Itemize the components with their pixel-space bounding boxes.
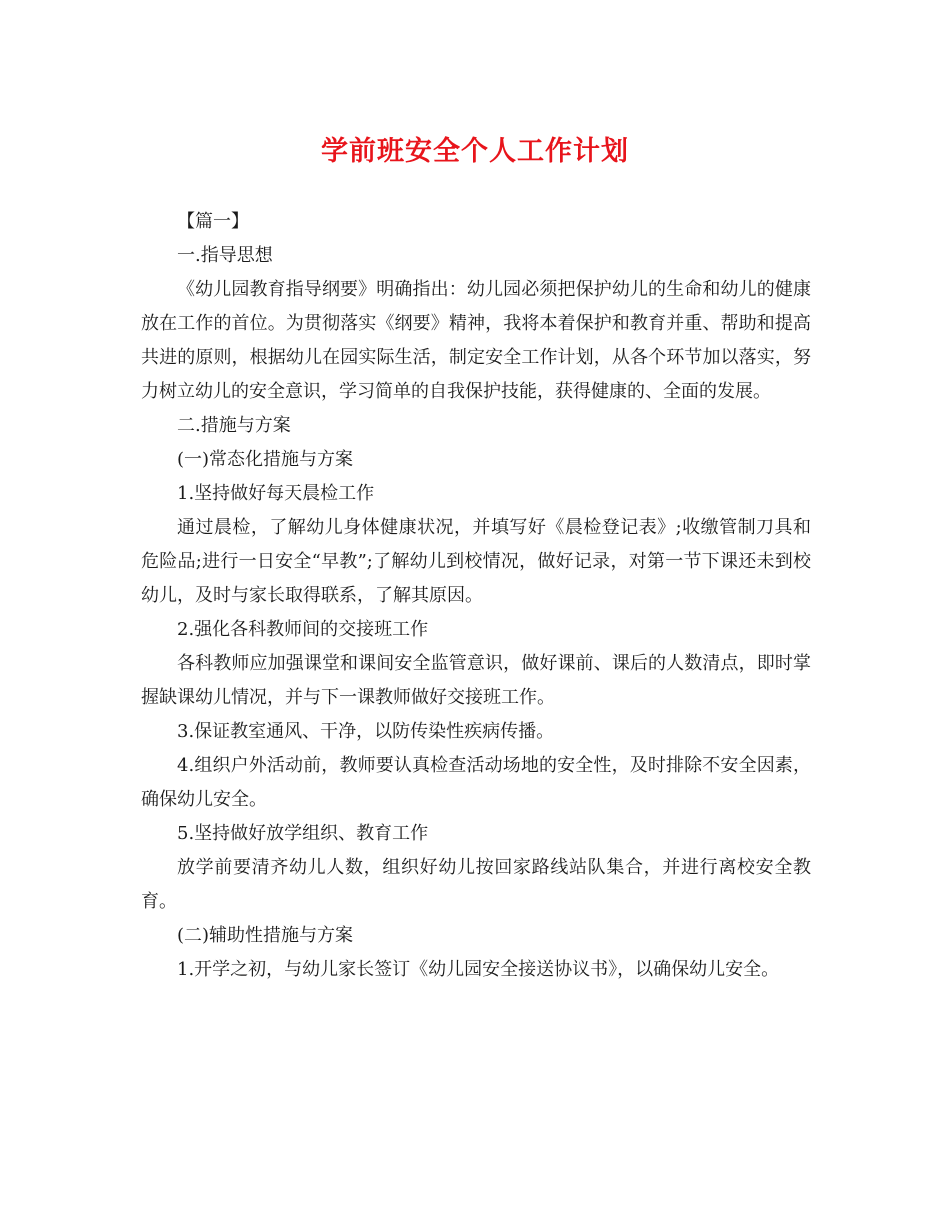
paragraph: 《幼儿园教育指导纲要》明确指出：幼儿园必须把保护幼儿的生命和幼儿的健康放在工作的首位。为贯彻落实《纲要》精神，我将本着保护和教育并重、帮助和提高共进的原则，根据幼儿在园实际生活，制定安全工作计划，从各个环节加以落实，努力树立幼儿的安全意识，学习简单的自我保护技能，获得健康的、全面的发展。 — [141, 279, 811, 402]
subheading: (一)常态化措施与方案 — [177, 449, 354, 470]
list-item: 4.组织户外活动前，教师要认真检查活动场地的安全性，及时排除不安全因素，确保幼儿安全。 — [141, 755, 811, 810]
subheading: (二)辅助性措施与方案 — [177, 925, 354, 946]
list-item-heading: 5.坚持做好放学组织、教育工作 — [177, 823, 429, 844]
paragraph: 各科教师应加强课堂和课间安全监管意识，做好课前、课后的人数清点，即时掌握缺课幼儿情况，并与下一课教师做好交接班工作。 — [141, 653, 811, 708]
section-heading: 【篇一】 — [177, 211, 249, 232]
heading-guiding-thought: 一.指导思想 — [177, 245, 273, 266]
document-title: 学前班安全个人工作计划 — [321, 136, 629, 167]
heading-measures: 二.措施与方案 — [177, 415, 291, 436]
list-item-heading: 1.坚持做好每天晨检工作 — [177, 483, 375, 504]
paragraph: 放学前要清齐幼儿人数，组织好幼儿按回家路线站队集合，并进行离校安全教育。 — [141, 857, 811, 912]
list-item: 3.保证教室通风、干净，以防传染性疾病传播。 — [177, 721, 555, 742]
list-item-heading: 2.强化各科教师间的交接班工作 — [177, 619, 429, 640]
list-item: 1.开学之初，与幼儿家长签订《幼儿园安全接送协议书》，以确保幼儿安全。 — [177, 959, 780, 980]
paragraph: 通过晨检，了解幼儿身体健康状况，并填写好《晨检登记表》;收缴管制刀具和危险品;进行一日安全“早教”;了解幼儿到校情况，做好记录，对第一节下课还未到校幼儿，及时与家长取得联系，了解其原因。 — [141, 517, 811, 606]
document-body — [141, 205, 811, 987]
